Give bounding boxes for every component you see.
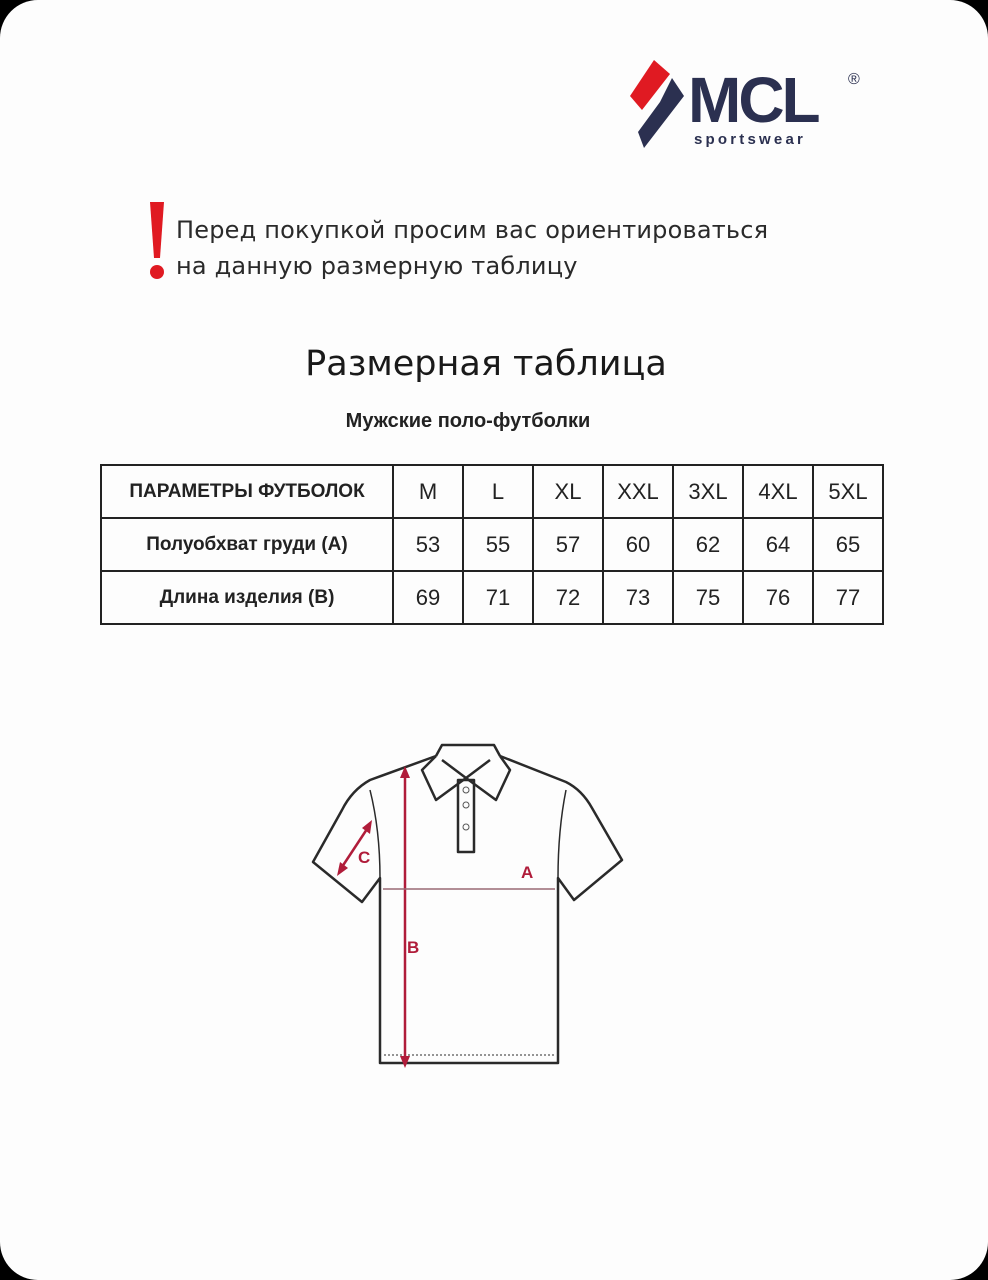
row-label: Полуобхват груди (A) (101, 518, 393, 571)
row-label: Длина изделия (B) (101, 571, 393, 624)
value-cell: 75 (673, 571, 743, 624)
page-title: Размерная таблица (305, 344, 667, 384)
value-cell: 77 (813, 571, 883, 624)
value-cell: 69 (393, 571, 463, 624)
size-cell: M (393, 465, 463, 518)
size-cell: XL (533, 465, 603, 518)
svg-text:®: ® (848, 71, 860, 88)
label-c: C (358, 848, 371, 867)
svg-text:MCL: MCL (688, 64, 818, 136)
size-cell: 3XL (673, 465, 743, 518)
value-cell: 72 (533, 571, 603, 624)
value-cell: 73 (603, 571, 673, 624)
value-cell: 76 (743, 571, 813, 624)
size-cell: L (463, 465, 533, 518)
value-cell: 53 (393, 518, 463, 571)
size-cell: 4XL (743, 465, 813, 518)
value-cell: 57 (533, 518, 603, 571)
label-a: A (521, 863, 534, 882)
label-b: B (407, 938, 420, 957)
value-cell: 71 (463, 571, 533, 624)
notice-line-1: Перед покупкой просим вас ориентироваться (176, 216, 769, 244)
notice-line-2: на данную размерную таблицу (176, 252, 578, 280)
size-cell: 5XL (813, 465, 883, 518)
value-cell: 64 (743, 518, 813, 571)
value-cell: 55 (463, 518, 533, 571)
subtitle: Мужские поло-футболки (345, 410, 591, 432)
svg-text:sportswear: sportswear (694, 131, 807, 148)
header-cell: ПАРАМЕТРЫ ФУТБОЛОК (101, 465, 393, 518)
value-cell: 62 (673, 518, 743, 571)
value-cell: 65 (813, 518, 883, 571)
value-cell: 60 (603, 518, 673, 571)
size-cell: XXL (603, 465, 673, 518)
